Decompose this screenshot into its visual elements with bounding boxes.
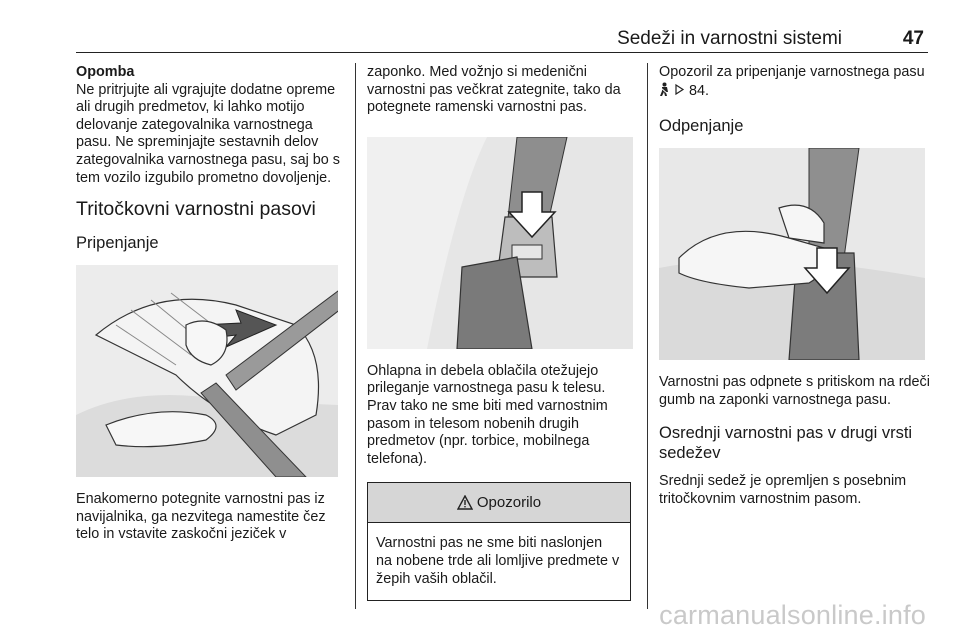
warning-title: Opozorilo [476,494,542,512]
subsection-title-fastening: Pripenjanje [76,234,159,253]
subsection-title-unfastening: Odpenjanje [659,117,744,136]
text-warnings-ref-before: Opozoril za pripenjanje varnostnega pasu [659,64,925,80]
warning-box [367,482,631,601]
page-reference-arrow-icon [674,82,685,97]
subsection-title-centre-belt: Osrednji varnostni pas v drugi vrsti sedežev [659,424,913,463]
warning-header [368,483,630,523]
text-unfastening: Varnostni pas odpnete s pritiskom na rdeči gumb na zaponki varnostnega pasu. [659,374,930,408]
header-title: Sedeži in varnostni sistemi [617,28,842,49]
text-centre-belt: Srednji sedež je opremljen s posebnim tritočkovnim varnostnim pasom. [659,473,907,507]
section-title: Tritočkovni varnostni pasovi [76,198,316,221]
seat-belt-person-icon [659,82,670,97]
page-header [76,26,928,54]
watermark: carmanualsonline.info [659,600,926,630]
column-divider-2 [647,63,648,609]
figure-buckle [367,137,633,349]
figure-belt-fastening [76,265,338,477]
text-clothing: Ohlapna in debela oblačila otežujejo prileganje varnostnega pasu k telesu. Prav tako ne sme biti med varnostnim pasom in telesom nobenih drugih predmetov (npr. torbice, mobilnega telefona). [367,362,608,467]
column-divider-1 [355,63,356,609]
column-2 [367,64,635,601]
header-rule [76,52,928,53]
column-3 [659,64,931,509]
figure-unfastening [659,148,925,360]
note-text: Ne pritrjujte ali vgrajujte dodatne opreme ali drugih predmetov, ki lahko motijo delovanje zategovalnika varnostnega pasu. Ne spreminjajte sestavnih delov zategovalnika varnostnega pasu, saj bo s tem vozilo izgubilo prometno dovoljenje. [76,81,340,186]
column-1 [76,64,344,544]
text-warnings-ref [659,64,931,100]
page-number: 47 [902,28,924,49]
note-title: Opomba [76,64,135,80]
text-warnings-ref-page: 84. [689,82,710,99]
warning-triangle-icon [457,495,473,510]
warning-text: Varnostni pas ne sme biti naslonjen na nobene trde ali lomljive predmete v žepih vaših oblačil. [376,535,620,587]
text-fastening: Enakomerno potegnite varnostni pas iz navijalnika, ga nezvitega namestite čez telo in vstavite zaskočni jeziček v [76,491,326,543]
text-tighten: zaponko. Med vožnjo si medenični varnostni pas večkrat zategnite, tako da potegnete ramenski varnostni pas. [367,64,621,116]
